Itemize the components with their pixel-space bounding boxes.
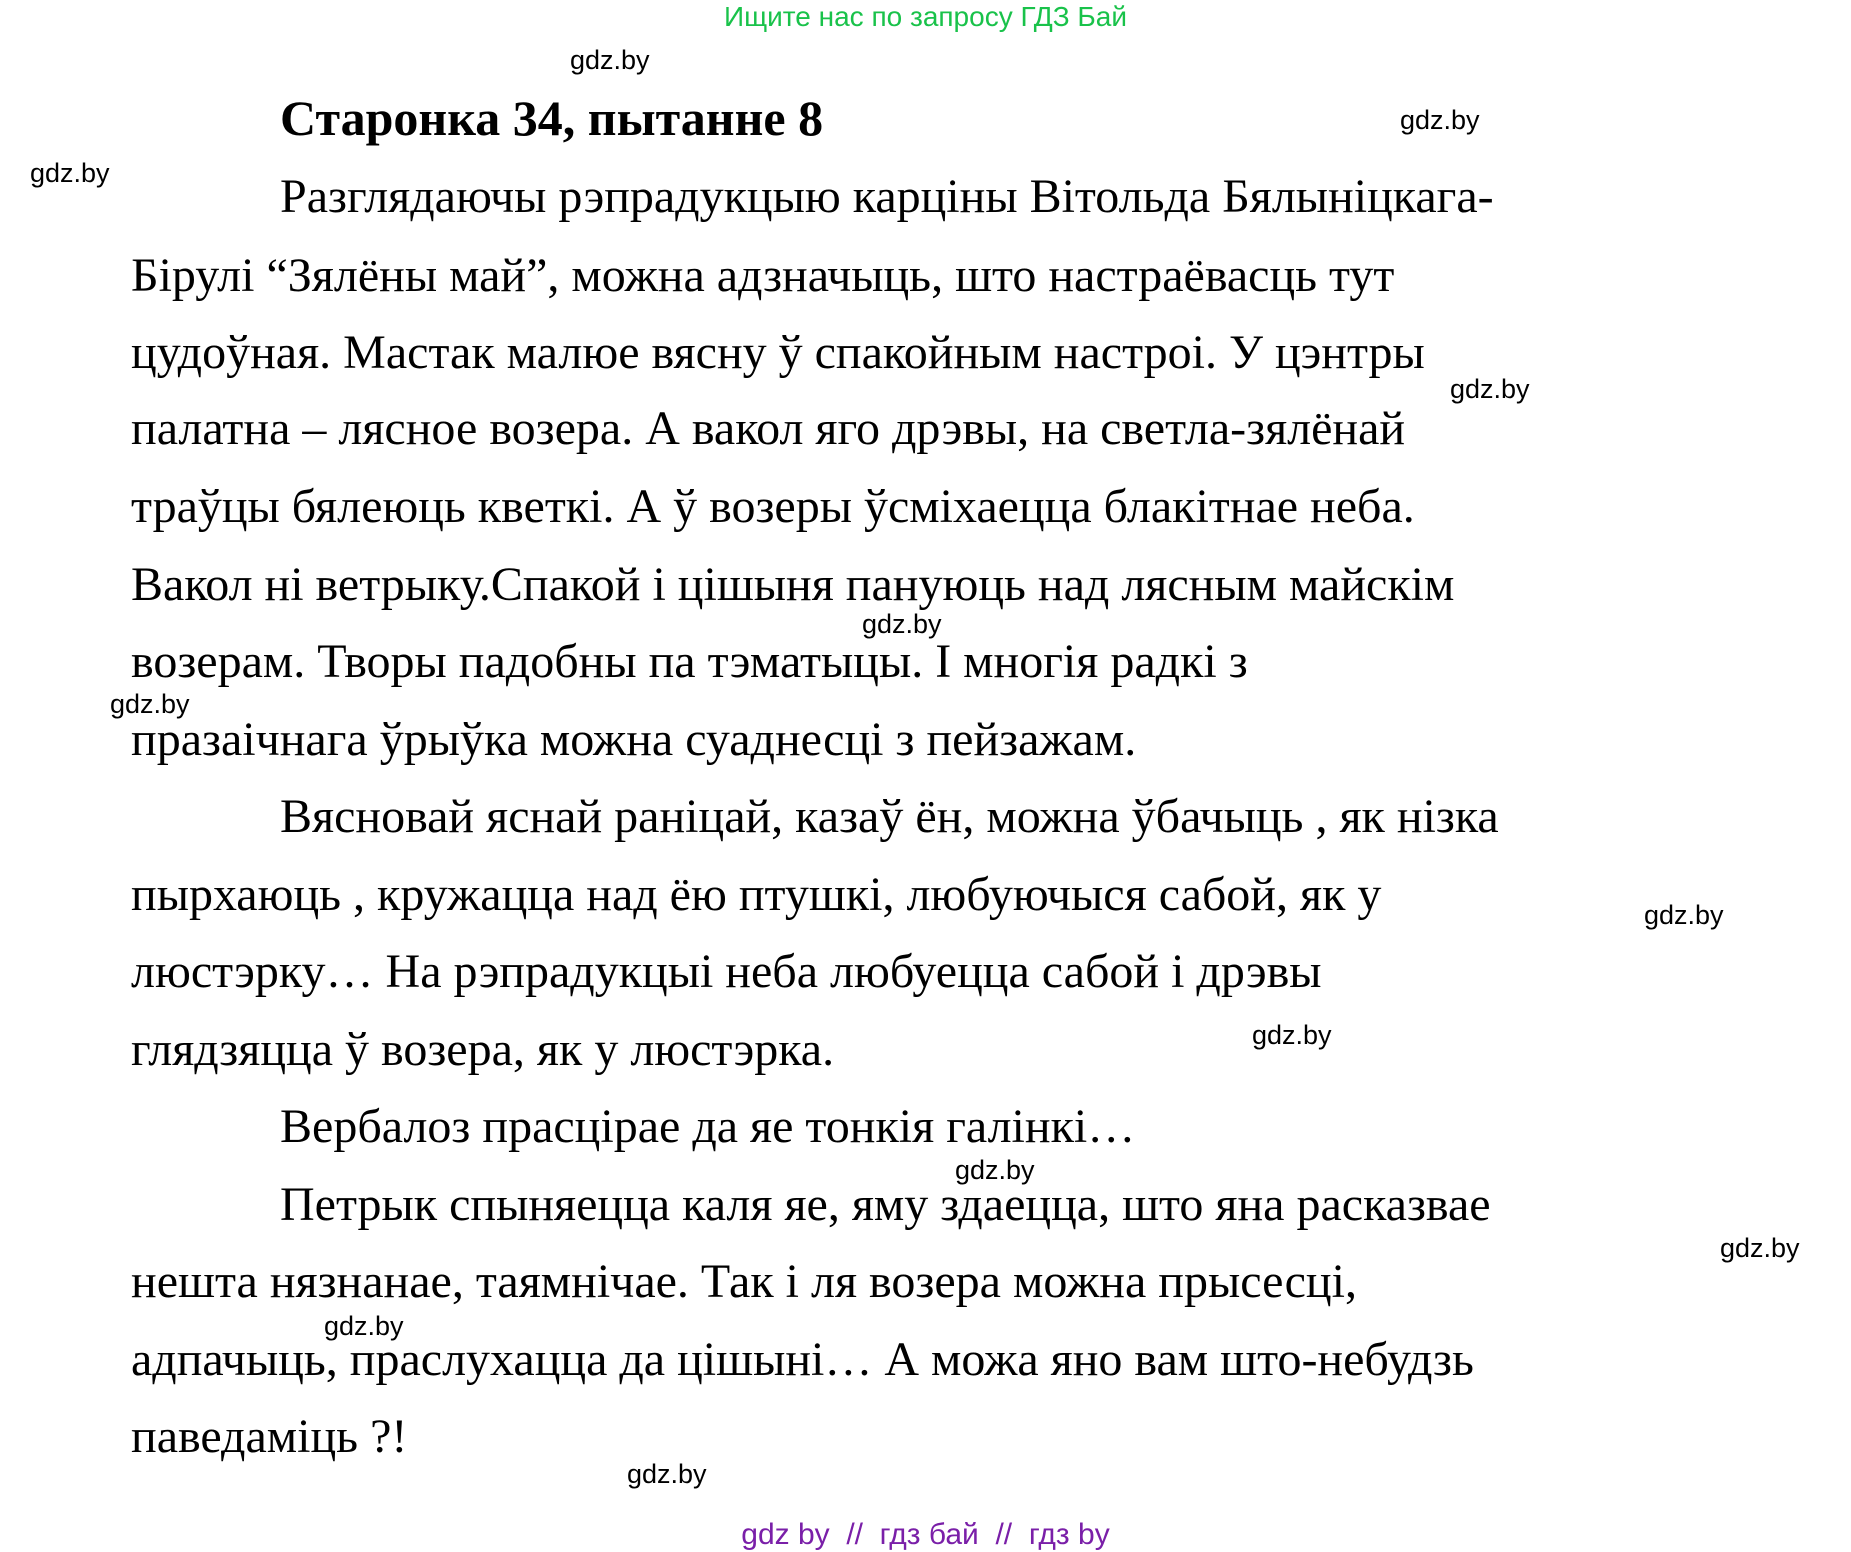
watermark: gdz.by: [627, 1459, 707, 1489]
text-line-13: Вербалоз прасцірае да яе тонкія галінкі…: [280, 1100, 1136, 1153]
text-line-3: цудоўная. Мастак малюе вясну ў спакойным настроі. У цэнтры: [131, 326, 1425, 379]
text-line-5: траўцы бялеюць кветкі. А ў возеры ўсміхаецца блакітнае неба.: [131, 480, 1415, 533]
footer: gdz by // гдз бай // гдз by: [741, 1518, 1110, 1551]
text-line-14: Петрык спыняецца каля яе, яму здаецца, што яна расказвае: [280, 1178, 1491, 1231]
text-line-10: пырхаюць , кружацца над ёю птушкі, любуючыся сабой, як у: [131, 868, 1382, 921]
text-line-1: Разглядаючы рэпрадукцыю карціны Вітольда Бялыніцкага-: [280, 170, 1494, 223]
watermark: gdz.by: [1450, 374, 1530, 404]
text-line-4: палатна – лясное возера. А вакол яго дрэвы, на светла-зялёнай: [131, 402, 1406, 455]
text-line-9: Вясновай яснай раніцай, казаў ён, можна ўбачыць , як нізка: [280, 790, 1499, 843]
text-line-12: глядзяцца ў возера, як у люстэрка.: [131, 1023, 835, 1076]
watermark: gdz.by: [1400, 105, 1480, 135]
watermark: gdz.by: [955, 1155, 1035, 1185]
watermark: gdz.by: [30, 158, 110, 188]
watermark: gdz.by: [1644, 900, 1724, 930]
text-line-7: возерам. Творы падобны па тэматыцы. І многія радкі з: [131, 635, 1248, 688]
top-banner: Ищите нас по запросу ГДЗ Бай: [723, 1, 1128, 32]
text-line-2: Бірулі “Зялёны май”, можна адзначыць, што настраёвасць тут: [131, 249, 1395, 302]
text-line-15: нешта нязнанае, таямнічае. Так і ля возера можна прысесці,: [131, 1255, 1357, 1308]
text-line-11: люстэрку… На рэпрадукцыі неба любуецца сабой і дрэвы: [131, 945, 1322, 998]
text-line-8: празаічнага ўрыўка можна суаднесці з пейзажам.: [131, 713, 1137, 766]
watermark: gdz.by: [110, 689, 190, 719]
watermark: gdz.by: [570, 45, 650, 75]
text-line-6: Вакол ні ветрыку.Спакой і цішыня пануюць над лясным майскім: [131, 558, 1455, 611]
watermark: gdz.by: [862, 609, 942, 639]
text-line-17: паведаміць ?!: [131, 1410, 408, 1463]
page-title: Старонка 34, пытанне 8: [280, 90, 824, 146]
watermark: gdz.by: [1720, 1233, 1800, 1263]
watermark: gdz.by: [324, 1311, 404, 1341]
watermark: gdz.by: [1252, 1020, 1332, 1050]
text-line-16: адпачыць, праслухацца да цішыні… А можа яно вам што-небудзь: [131, 1333, 1474, 1386]
